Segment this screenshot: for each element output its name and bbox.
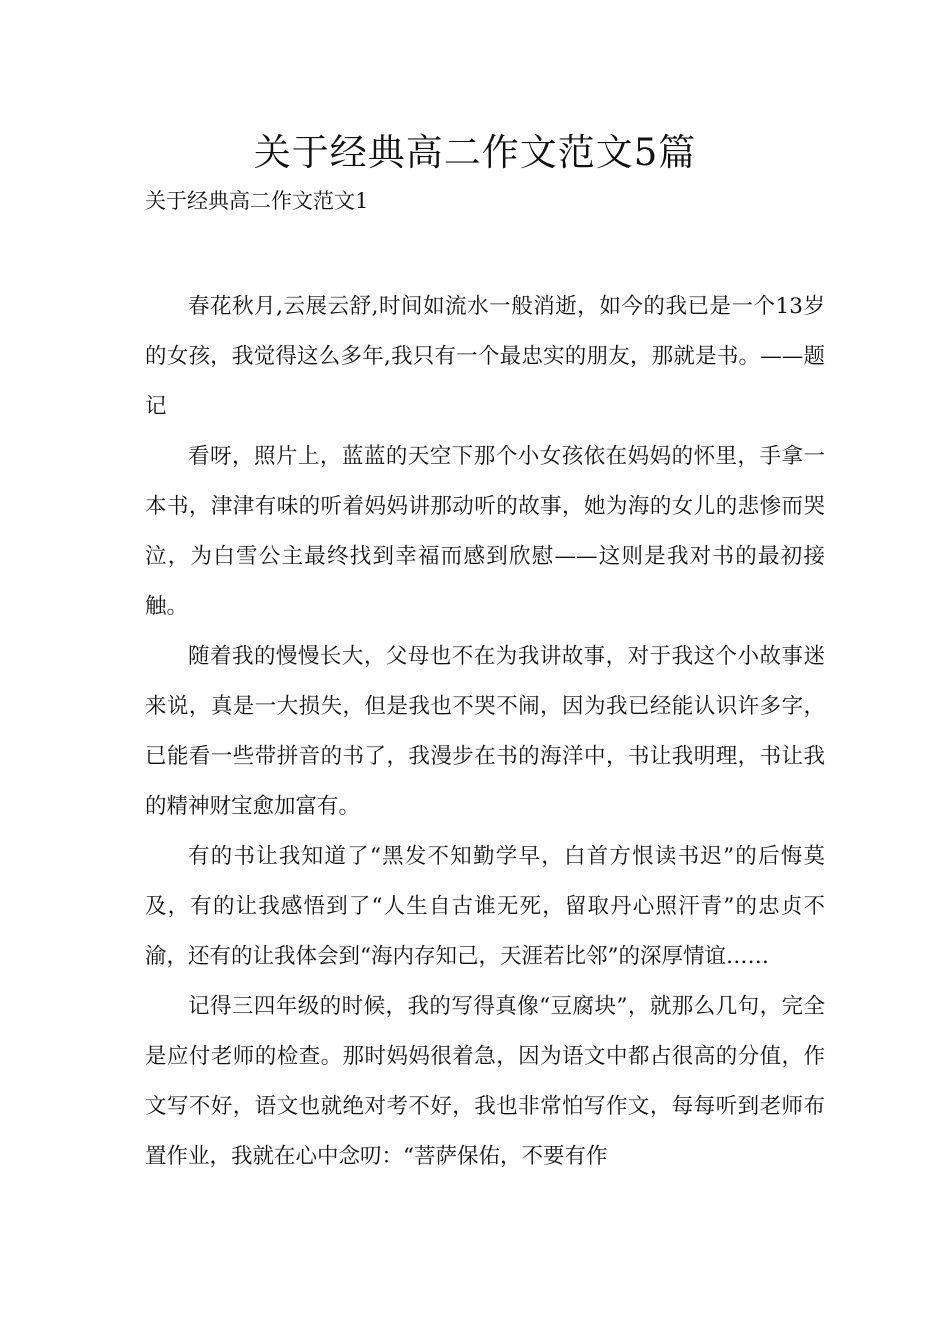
paragraph-1: 春花秋月,云展云舒,时间如流水一般消逝，如今的我已是一个13岁的女孩，我觉得这么多年,我只有一个最忠实的朋友，那就是书。——题记	[145, 294, 825, 419]
paragraph-3: 随着我的慢慢长大，父母也不在为我讲故事，对于我这个小故事迷来说，真是一大损失，但是我也不哭不闹，因为我已经能认识许多字，已能看一些带拼音的书了，我漫步在书的海洋中，书让我明理，书让我的精神财宝愈加富有。	[145, 644, 825, 819]
document-title: 关于经典高二作文范文5篇	[253, 131, 697, 174]
section-heading: 关于经典高二作文范文1	[145, 189, 369, 213]
paragraph-4: 有的书让我知道了“黑发不知勤学早，白首方恨读书迟”的后悔莫及，有的让我感悟到了“人生自古谁无死，留取丹心照汗青”的忠贞不渝，还有的让我体会到“海内存知己，天涯若比邻”的深厚情谊……	[145, 844, 825, 969]
paragraph-5: 记得三四年级的时候，我的写得真像“豆腐块”，就那么几句，完全是应付老师的检查。那时妈妈很着急，因为语文中都占很高的分值，作文写不好，语文也就绝对考不好，我也非常怕写作文，每每听到老师布置作业，我就在心中念叨：“菩萨保佑，不要有作	[145, 994, 825, 1169]
article-body	[145, 282, 825, 1182]
paragraph-2: 看呀，照片上，蓝蓝的天空下那个小女孩依在妈妈的怀里，手拿一本书，津津有味的听着妈妈讲那动听的故事，她为海的女儿的悲惨而哭泣，为白雪公主最终找到幸福而感到欣慰——这则是我对书的最初接触。	[145, 444, 825, 619]
